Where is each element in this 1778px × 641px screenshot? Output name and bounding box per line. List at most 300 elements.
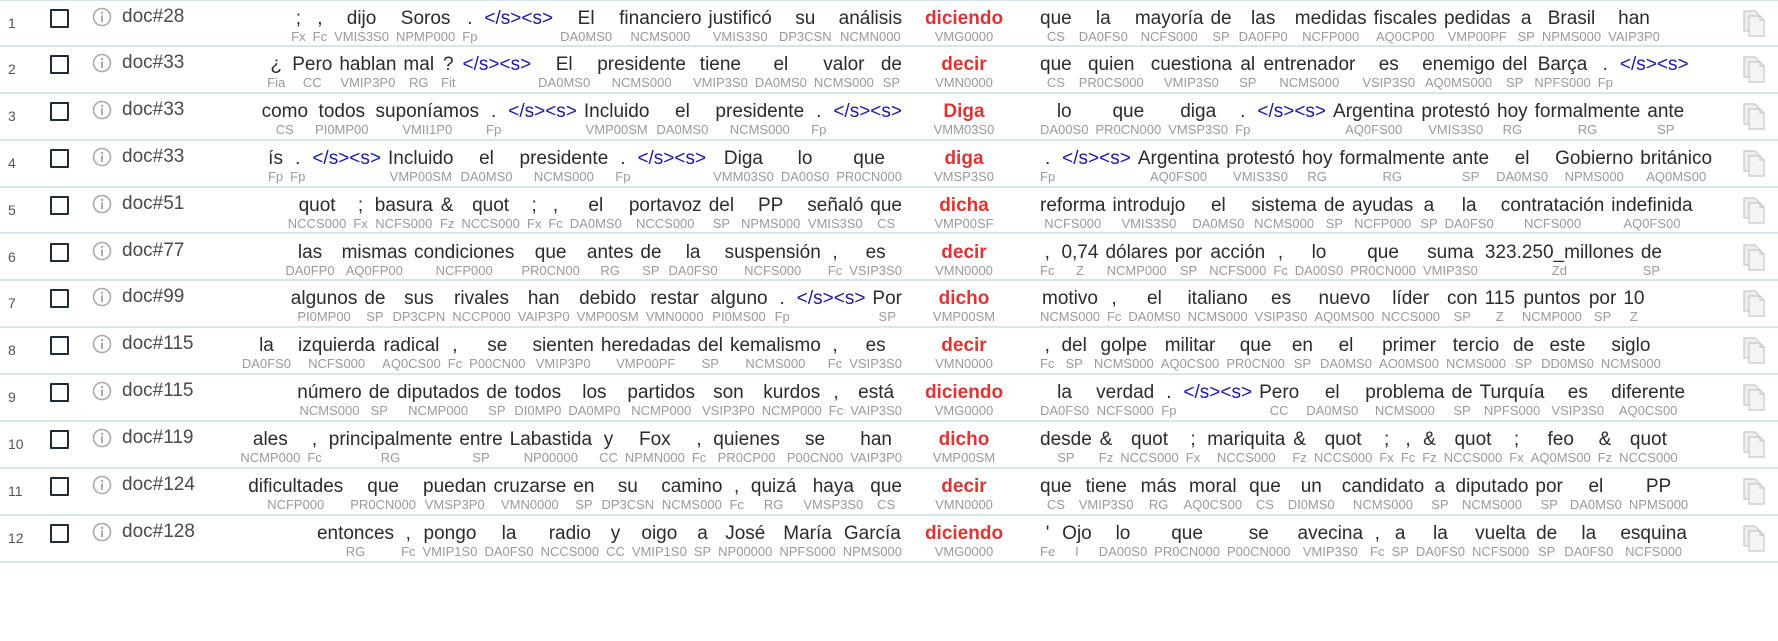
token[interactable]: [1647, 101, 1684, 137]
token[interactable]: [334, 8, 389, 44]
token[interactable]: [240, 429, 300, 465]
select-checkbox[interactable]: [50, 9, 69, 28]
token[interactable]: [629, 195, 702, 231]
token[interactable]: [448, 335, 462, 371]
token[interactable]: [775, 288, 790, 324]
token[interactable]: [1416, 523, 1465, 559]
document-id[interactable]: doc#28: [122, 6, 185, 27]
token[interactable]: [1161, 382, 1176, 418]
token[interactable]: [656, 101, 708, 137]
token[interactable]: [382, 335, 441, 371]
token[interactable]: [1496, 148, 1548, 184]
info-icon[interactable]: [92, 475, 112, 495]
copy-icon[interactable]: [1742, 381, 1766, 411]
token[interactable]: [577, 288, 639, 324]
document-id[interactable]: doc#119: [122, 427, 194, 449]
token[interactable]: [1570, 476, 1622, 512]
token[interactable]: [1184, 476, 1243, 512]
token[interactable]: [828, 242, 842, 278]
token[interactable]: [718, 523, 772, 559]
token[interactable]: [1551, 382, 1604, 418]
token[interactable]: [1501, 195, 1605, 231]
token[interactable]: [312, 148, 381, 184]
token[interactable]: [1302, 148, 1333, 184]
token[interactable]: [713, 429, 780, 465]
token[interactable]: [1099, 523, 1147, 559]
token[interactable]: [933, 288, 995, 324]
token[interactable]: [849, 242, 902, 278]
token[interactable]: [1239, 8, 1288, 44]
token[interactable]: [934, 195, 993, 231]
token[interactable]: [1040, 148, 1055, 184]
token[interactable]: [1314, 429, 1373, 465]
copy-icon[interactable]: [1742, 147, 1766, 177]
token[interactable]: [1061, 242, 1098, 278]
token[interactable]: [725, 242, 821, 278]
token[interactable]: [1239, 54, 1256, 90]
token[interactable]: [397, 382, 479, 418]
token[interactable]: [1370, 523, 1384, 559]
info-icon[interactable]: [92, 428, 112, 448]
token[interactable]: [1183, 382, 1252, 418]
token[interactable]: [313, 8, 327, 44]
token[interactable]: [463, 54, 532, 90]
copy-icon[interactable]: [1742, 522, 1766, 552]
token[interactable]: [376, 101, 480, 137]
token[interactable]: [353, 195, 367, 231]
token[interactable]: [1535, 476, 1562, 512]
token[interactable]: [401, 523, 415, 559]
info-icon[interactable]: [92, 334, 112, 354]
token[interactable]: [1273, 242, 1287, 278]
token[interactable]: [661, 476, 722, 512]
token[interactable]: [1079, 476, 1134, 512]
token[interactable]: [1257, 101, 1326, 137]
document-id[interactable]: doc#77: [122, 239, 185, 261]
token[interactable]: [1186, 429, 1200, 465]
token[interactable]: [694, 523, 711, 559]
token[interactable]: [1542, 8, 1601, 44]
token[interactable]: [729, 476, 743, 512]
token[interactable]: [755, 54, 807, 90]
copy-icon[interactable]: [1742, 475, 1766, 505]
token[interactable]: [339, 54, 396, 90]
token[interactable]: [1263, 54, 1355, 90]
token[interactable]: [935, 476, 993, 512]
token[interactable]: [1392, 523, 1409, 559]
token[interactable]: [1040, 195, 1105, 231]
token[interactable]: [1431, 476, 1448, 512]
token[interactable]: [730, 335, 821, 371]
token[interactable]: [388, 148, 454, 184]
token[interactable]: [601, 335, 691, 371]
token[interactable]: [1141, 476, 1177, 512]
token[interactable]: [1061, 335, 1086, 371]
token[interactable]: [1339, 148, 1445, 184]
token[interactable]: [715, 101, 804, 137]
token[interactable]: [1235, 101, 1250, 137]
token[interactable]: [779, 8, 832, 44]
token[interactable]: [1509, 429, 1523, 465]
token[interactable]: [1040, 523, 1055, 559]
token[interactable]: [1641, 242, 1662, 278]
token[interactable]: [350, 476, 416, 512]
select-checkbox[interactable]: [50, 55, 69, 74]
token[interactable]: [423, 523, 478, 559]
token[interactable]: [828, 335, 842, 371]
token[interactable]: [1259, 382, 1299, 418]
token[interactable]: [1095, 101, 1161, 137]
token[interactable]: [762, 382, 822, 418]
token[interactable]: [248, 476, 343, 512]
token[interactable]: [1040, 242, 1054, 278]
token[interactable]: [441, 54, 455, 90]
token[interactable]: [1564, 523, 1613, 559]
token[interactable]: [1421, 101, 1490, 137]
token[interactable]: [538, 54, 590, 90]
info-icon[interactable]: [92, 100, 112, 120]
token[interactable]: [1161, 335, 1220, 371]
select-checkbox[interactable]: [50, 430, 69, 449]
token[interactable]: [315, 101, 368, 137]
document-id[interactable]: doc#124: [122, 474, 195, 495]
token[interactable]: [698, 335, 723, 371]
token[interactable]: [364, 288, 385, 324]
token[interactable]: [461, 195, 520, 231]
token[interactable]: [570, 195, 622, 231]
info-icon[interactable]: [92, 7, 112, 27]
token[interactable]: [568, 382, 620, 418]
token[interactable]: [268, 148, 283, 184]
token[interactable]: [1040, 54, 1072, 90]
token[interactable]: [548, 195, 562, 231]
token[interactable]: [291, 8, 305, 44]
token[interactable]: [267, 54, 285, 90]
token[interactable]: [452, 288, 511, 324]
document-id[interactable]: doc#115: [122, 380, 194, 402]
token[interactable]: [462, 8, 477, 44]
token[interactable]: [262, 101, 308, 137]
token[interactable]: [1292, 335, 1313, 371]
token[interactable]: [1379, 335, 1439, 371]
token[interactable]: [1187, 288, 1247, 324]
token[interactable]: [1079, 8, 1128, 44]
token[interactable]: [1447, 288, 1478, 324]
token[interactable]: [1497, 101, 1528, 137]
token[interactable]: [711, 288, 768, 324]
token[interactable]: [285, 242, 334, 278]
document-id[interactable]: doc#33: [122, 145, 185, 167]
token[interactable]: [1502, 54, 1527, 90]
token[interactable]: [1040, 429, 1092, 465]
select-checkbox[interactable]: [50, 196, 69, 215]
token[interactable]: [1040, 476, 1072, 512]
token[interactable]: [541, 523, 600, 559]
token[interactable]: [1292, 429, 1306, 465]
token[interactable]: [741, 195, 800, 231]
token[interactable]: [1350, 242, 1416, 278]
token[interactable]: [632, 523, 687, 559]
token[interactable]: [872, 288, 902, 324]
token[interactable]: [1451, 382, 1472, 418]
token[interactable]: [669, 242, 718, 278]
token[interactable]: [1608, 8, 1660, 44]
token[interactable]: [1598, 429, 1612, 465]
token[interactable]: [1535, 101, 1641, 137]
token[interactable]: [1105, 242, 1167, 278]
token[interactable]: [625, 429, 685, 465]
token[interactable]: [1099, 429, 1113, 465]
token[interactable]: [1079, 54, 1144, 90]
token[interactable]: [870, 195, 902, 231]
token[interactable]: [833, 101, 902, 137]
info-icon[interactable]: [92, 53, 112, 73]
token[interactable]: [829, 382, 843, 418]
token[interactable]: [573, 476, 594, 512]
token[interactable]: [1422, 54, 1495, 90]
token[interactable]: [627, 382, 695, 418]
token[interactable]: [440, 195, 454, 231]
info-icon[interactable]: [92, 287, 112, 307]
info-icon[interactable]: [92, 522, 112, 542]
token[interactable]: [469, 335, 525, 371]
token[interactable]: [1352, 195, 1413, 231]
select-checkbox[interactable]: [50, 383, 69, 402]
token[interactable]: [587, 242, 633, 278]
token[interactable]: [288, 195, 347, 231]
token[interactable]: [414, 242, 514, 278]
document-id[interactable]: doc#99: [122, 286, 185, 308]
token[interactable]: [1094, 335, 1154, 371]
token[interactable]: [1362, 54, 1415, 90]
token[interactable]: [484, 523, 533, 559]
token[interactable]: [242, 335, 291, 371]
token[interactable]: [1611, 195, 1692, 231]
token[interactable]: [925, 382, 1003, 418]
token[interactable]: [779, 523, 835, 559]
select-checkbox[interactable]: [50, 102, 69, 121]
token[interactable]: [1379, 429, 1393, 465]
token[interactable]: [521, 242, 580, 278]
token[interactable]: [1480, 382, 1545, 418]
info-icon[interactable]: [92, 241, 112, 261]
token[interactable]: [1401, 429, 1415, 465]
token[interactable]: [369, 382, 390, 418]
copy-icon[interactable]: [1742, 100, 1766, 130]
token[interactable]: [1227, 523, 1291, 559]
token[interactable]: [640, 242, 661, 278]
token[interactable]: [1207, 429, 1285, 465]
token[interactable]: [1040, 101, 1088, 137]
token[interactable]: [1295, 8, 1367, 44]
token[interactable]: [1151, 54, 1232, 90]
token[interactable]: [298, 335, 375, 371]
copy-icon[interactable]: [1742, 7, 1766, 37]
token[interactable]: [1485, 242, 1634, 278]
token[interactable]: [1226, 148, 1295, 184]
token[interactable]: [1138, 148, 1219, 184]
token[interactable]: [934, 148, 994, 184]
token[interactable]: [811, 101, 826, 137]
token[interactable]: [935, 54, 993, 90]
token[interactable]: [514, 382, 561, 418]
token[interactable]: [484, 8, 553, 44]
token[interactable]: [1541, 335, 1594, 371]
token[interactable]: [1062, 523, 1092, 559]
token[interactable]: [637, 148, 706, 184]
token[interactable]: [601, 476, 654, 512]
token[interactable]: [599, 429, 618, 465]
token[interactable]: [518, 288, 570, 324]
token[interactable]: [1598, 54, 1613, 90]
token[interactable]: [1306, 382, 1358, 418]
token[interactable]: [1062, 148, 1131, 184]
token[interactable]: [292, 54, 332, 90]
token[interactable]: [1209, 242, 1266, 278]
token[interactable]: [870, 476, 902, 512]
token[interactable]: [1534, 54, 1590, 90]
token[interactable]: [1555, 148, 1633, 184]
token[interactable]: [1620, 523, 1687, 559]
token[interactable]: [533, 335, 594, 371]
token[interactable]: [342, 242, 407, 278]
token[interactable]: [423, 476, 486, 512]
token[interactable]: [486, 101, 501, 137]
token[interactable]: [709, 195, 734, 231]
document-id[interactable]: doc#33: [122, 51, 185, 73]
info-icon[interactable]: [92, 147, 112, 167]
token[interactable]: [713, 148, 774, 184]
token[interactable]: [1522, 288, 1582, 324]
token[interactable]: [329, 429, 453, 465]
token[interactable]: [803, 476, 863, 512]
token[interactable]: [1513, 335, 1534, 371]
select-checkbox[interactable]: [50, 477, 69, 496]
token[interactable]: [1472, 523, 1529, 559]
token[interactable]: [1040, 288, 1100, 324]
document-id[interactable]: doc#33: [122, 98, 185, 120]
token[interactable]: [1422, 429, 1436, 465]
token[interactable]: [934, 101, 995, 137]
token[interactable]: [493, 476, 566, 512]
token[interactable]: [1456, 476, 1529, 512]
token[interactable]: [850, 382, 902, 418]
token[interactable]: [751, 476, 796, 512]
token[interactable]: [646, 288, 704, 324]
token[interactable]: [1314, 288, 1374, 324]
token[interactable]: [787, 429, 843, 465]
copy-icon[interactable]: [1742, 194, 1766, 224]
select-checkbox[interactable]: [50, 243, 69, 262]
token[interactable]: [508, 101, 577, 137]
select-checkbox[interactable]: [50, 289, 69, 308]
copy-icon[interactable]: [1742, 287, 1766, 317]
token[interactable]: [619, 8, 701, 44]
select-checkbox[interactable]: [50, 524, 69, 543]
token[interactable]: [1518, 8, 1535, 44]
token[interactable]: [1120, 429, 1179, 465]
token[interactable]: [392, 288, 445, 324]
token[interactable]: [459, 429, 502, 465]
copy-icon[interactable]: [1742, 334, 1766, 364]
token[interactable]: [1444, 8, 1511, 44]
token[interactable]: [935, 242, 993, 278]
token[interactable]: [1452, 148, 1489, 184]
token[interactable]: [1420, 195, 1437, 231]
token[interactable]: [520, 148, 609, 184]
token[interactable]: [1135, 8, 1204, 44]
token[interactable]: [1251, 195, 1316, 231]
token[interactable]: [615, 148, 630, 184]
token[interactable]: [933, 429, 995, 465]
token[interactable]: [836, 148, 902, 184]
token[interactable]: [1640, 148, 1712, 184]
token[interactable]: [1288, 476, 1335, 512]
token[interactable]: [1485, 288, 1515, 324]
token[interactable]: [317, 523, 394, 559]
token[interactable]: [849, 335, 902, 371]
token[interactable]: [1589, 288, 1616, 324]
token[interactable]: [935, 335, 993, 371]
token[interactable]: [461, 148, 513, 184]
token[interactable]: [1112, 195, 1185, 231]
token[interactable]: [297, 382, 361, 418]
token[interactable]: [781, 148, 829, 184]
token[interactable]: [693, 54, 748, 90]
token[interactable]: [1168, 101, 1228, 137]
token[interactable]: [925, 523, 1003, 559]
token[interactable]: [807, 195, 863, 231]
token[interactable]: [606, 523, 625, 559]
copy-icon[interactable]: [1742, 428, 1766, 458]
info-icon[interactable]: [92, 194, 112, 214]
token[interactable]: [486, 382, 507, 418]
token[interactable]: [1298, 523, 1364, 559]
token[interactable]: [1629, 476, 1688, 512]
token[interactable]: [1531, 429, 1591, 465]
token[interactable]: [291, 288, 358, 324]
token[interactable]: [1040, 382, 1089, 418]
token[interactable]: [307, 429, 321, 465]
token[interactable]: [584, 101, 650, 137]
token[interactable]: [1445, 195, 1494, 231]
token[interactable]: [814, 54, 874, 90]
token[interactable]: [839, 8, 902, 44]
token[interactable]: [881, 54, 902, 90]
copy-icon[interactable]: [1742, 241, 1766, 271]
token[interactable]: [1175, 242, 1202, 278]
token[interactable]: [1210, 8, 1231, 44]
document-id[interactable]: doc#115: [122, 333, 194, 355]
token[interactable]: [925, 8, 1003, 44]
token[interactable]: [1255, 288, 1308, 324]
token[interactable]: [1620, 54, 1689, 90]
token[interactable]: [1365, 382, 1444, 418]
token[interactable]: [1128, 288, 1180, 324]
token[interactable]: [1374, 8, 1437, 44]
token[interactable]: [1381, 288, 1440, 324]
token[interactable]: [843, 523, 902, 559]
token[interactable]: [1601, 335, 1661, 371]
token[interactable]: [1623, 288, 1644, 324]
document-id[interactable]: doc#128: [122, 520, 195, 542]
token[interactable]: [597, 54, 686, 90]
token[interactable]: [1192, 195, 1244, 231]
token[interactable]: [1333, 101, 1414, 137]
token[interactable]: [1107, 288, 1121, 324]
token[interactable]: [1154, 523, 1220, 559]
token[interactable]: [1423, 242, 1478, 278]
